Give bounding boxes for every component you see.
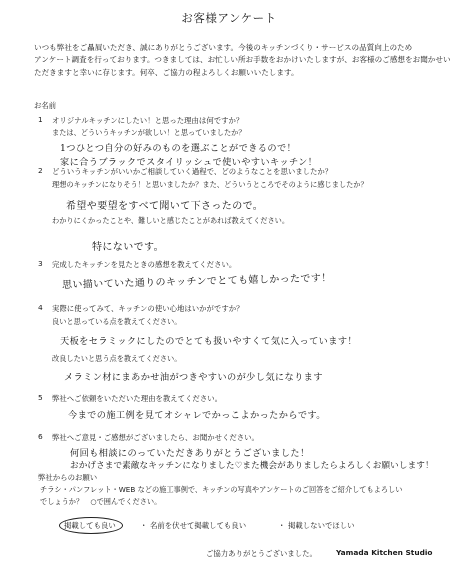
question-4-answer: 天板をセラミックにしたのでとても扱いやすくて気に入っています！ xyxy=(60,336,358,347)
question-1-text: オリジナルキッチンにしたい！と思った理由は何ですか？ xyxy=(52,116,244,125)
request-text: チラシ・パンフレット・WEB などの施工事例で、キッチンの写真やアンケートのご回答をご紹介してもよろしい xyxy=(40,485,403,494)
question-4-answer2: メラミン材にまあかせ油がつきやすいのが少し気になります xyxy=(64,372,323,383)
question-2-answer: 希望や要望をすべて聞いて下さったので。 xyxy=(66,201,264,212)
question-2-sub: 理想のキッチンになりそう！と思いましたか？また、どういうところでそのように感じましたか？ xyxy=(52,180,368,189)
question-6-answer: 何回も相談にのっていただきありがとうございました！ xyxy=(70,448,310,459)
question-1-answer: 家に合うブラックでスタイリッシュで使いやすいキッチン！ xyxy=(60,157,318,168)
option-bullet: ・ xyxy=(278,521,286,530)
option-bullet: ・ xyxy=(140,521,148,530)
question-3-text: 完成したキッチンを見たときの感想を教えてください。 xyxy=(52,260,237,269)
question-6-text: 弊社へご意見・ご感想がございましたら、お聞かせください。 xyxy=(52,433,259,442)
question-2-sub2: わかりにくかったことや、難しいと感じたことがあれば教えてください。 xyxy=(52,216,290,225)
page-title: お客様アンケート xyxy=(181,11,277,25)
question-3-answer: 思い描いていた通りのキッチンでとても嬉しかったです！ xyxy=(61,272,332,291)
question-4-text: 実際に使ってみて、キッチンの使い心地はいかがですか？ xyxy=(52,304,244,313)
intro-line: いつも弊社をご贔屓いただき、誠にありがとうございます。今後のキッチンづくり・サービスの品質向上のため xyxy=(34,43,413,52)
question-5-answer: 今までの施工例を見てオシャレでかっこよかったからです。 xyxy=(68,410,326,421)
question-6-answer: おかげさまで素敵なキッチンになりました♡また機会がありましたらよろしくお願いします！ xyxy=(70,461,434,471)
question-1-answer: 1つひとつ自分の好みのものを選ぶことができるので！ xyxy=(60,143,297,154)
question-2-answer2: 特にないです。 xyxy=(92,242,164,253)
question-number: 1 xyxy=(38,115,43,124)
option-publish-anonymous[interactable]: 名前を伏せて掲載しても良い xyxy=(150,521,247,530)
studio-name: Yamada Kitchen Studio xyxy=(336,548,433,557)
intro-line: アンケート調査を行っております。つきましては、お忙しい所お手数をおかけいたしますが、お客様のご感想をお聞かせい xyxy=(34,55,451,65)
question-number: 3 xyxy=(38,259,43,268)
question-number: 5 xyxy=(38,393,43,402)
question-4-sub: 良いと思っている点を教えてください。 xyxy=(52,317,182,326)
request-text: でしょうか？ ○で囲んでください。 xyxy=(40,497,162,506)
thanks-text: ご協力ありがとうございました。 xyxy=(206,549,317,558)
question-4-sub2: 改良したいと思う点を教えてください。 xyxy=(52,354,182,363)
question-5-text: 弊社へご依頼をいただいた理由を教えてください。 xyxy=(52,394,222,403)
question-2-text: どういうキッチンがいいかご相談していく過程で、どのようなことを思いましたか？ xyxy=(52,167,333,176)
intro-paragraph xyxy=(34,42,451,79)
question-number: 4 xyxy=(38,303,43,312)
intro-line: ただきますと幸いに存じます。何卒、ご協力の程よろしくお願いいたします。 xyxy=(34,67,299,77)
option-publish[interactable]: 掲載しても良い xyxy=(64,521,116,530)
question-number: 2 xyxy=(38,166,43,175)
option-do-not-publish[interactable]: 掲載しないでほしい xyxy=(288,521,355,530)
name-label: お名前 xyxy=(34,101,57,110)
request-heading: 弊社からのお願い xyxy=(38,473,98,482)
question-number: 6 xyxy=(38,432,43,441)
question-1-sub: または、どういうキッチンが欲しい！と思っていましたか？ xyxy=(52,128,246,137)
